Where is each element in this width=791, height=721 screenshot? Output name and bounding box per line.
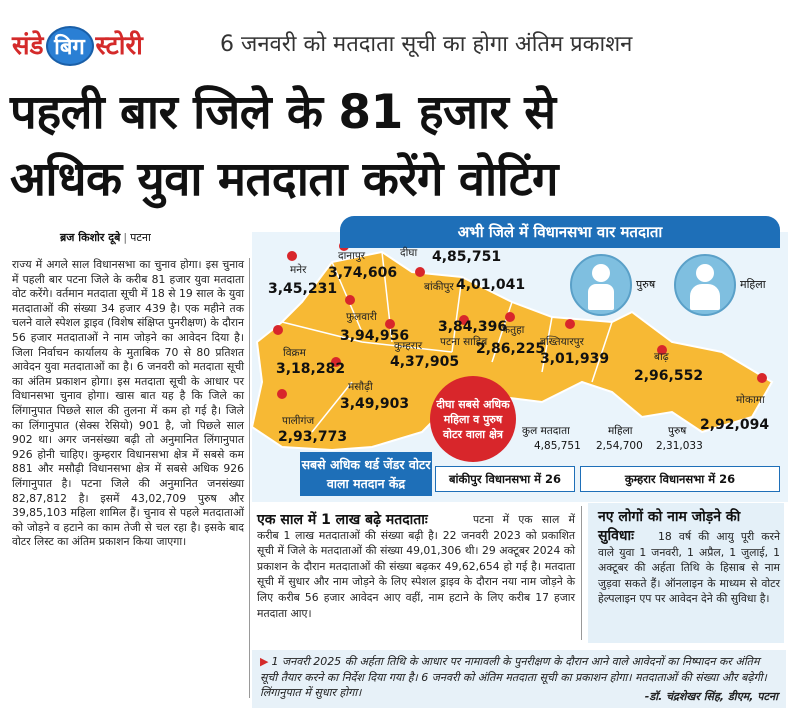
dm-quote-author: -डॉ. चंद्रशेखर सिंह, डीएम, पटना — [644, 690, 778, 704]
byline — [60, 230, 151, 245]
constituency-value: 3,84,396 — [438, 319, 508, 335]
left-article-body: राज्य में अगले साल विधानसभा का चुनाव होगा। इस चुनाव में पहली बार पटना जिले के करीब 81 हजार युवा मतदाता वोट करेंगे। वर्तमान मतदाता सूची में 18 से 19 साल के युवा मतदाताओं की संख्या 34 हजार 439 है। एक महीने तक चलने वाले स्पेशल ड्राइव (विशेष संक्षिप्त पुनरीक्षण) के दौरान 56 हजार मतदाताओं ने नाम जोड़ने का आवेदन दिया है। जिला निर्वाचन कार्यालय के मुताबिक 70 से 80 प्रतिशत आवेदन युवा मतदाताओं का है। 6 जनवरी को मतदाता सूची का अंतिम प्रकाशन होगा। इस मतदाता सूची के आधार पर विधानसभा चुनाव होगा। खास बात यह है कि जिले का लिंगानुपात पिछले साल की तुलना में कम हो गई है। जिले का लिंगानुपात (सेक्स रेसियो) 901 है, जो पिछले साल 902 था। अगर जनसंख्या बढ़ी तो अनुमानित लिंगानुपात 926 होनी चाहिए। कुम्हरार विधानसभा क्षेत्र में सबसे कम 881 और मसौढ़ी विधानसभा क्षेत्र में सबसे अधिक 926 लिंगानुपात है। पटना जिले की अनुमानित जनसंख्या 82,87,812 है। इसमें 43,02,709 पुरुष और 39,85,103 महिला शामिल हैं। चुनाव से पहले मतदाताओं को जोड़ने व हटाने का काम तेजी से चल रहा है। इसके बाद वोटर लिस्ट का अंतिम प्रकाशन किया जाएगा। — [12, 258, 244, 549]
constituency-value: 3,74,606 — [328, 265, 398, 281]
constituency-value: 3,45,231 — [268, 281, 338, 297]
brand-word-sunday: संडे — [12, 31, 44, 61]
constituency-value: 3,49,903 — [340, 396, 410, 412]
constituency-name: बाढ़ — [654, 351, 669, 363]
byline-author: ब्रज किशोर दूबे — [60, 231, 121, 244]
headline-line-1: पहली बार जिले के 81 हजार से — [10, 85, 556, 140]
constituency-name: मसौढ़ी — [348, 381, 373, 393]
right-box-body: 18 वर्ष की आयु पूरी करने वाले युवा 1 जनवरी, 1 अप्रैल, 1 जुलाई, 1 अक्टूबर की अर्हता तिथि के हिसाब से नाम जुड़वा सकते हैं। ऑनलाइन के माध्यम से वोटर हेल्पलाइन एप पर आवेदन देने की सुविधा है। — [598, 530, 780, 606]
quote-marker-icon: ▶ — [260, 655, 269, 668]
column-divider — [249, 258, 250, 698]
constituency-name: दीघा — [400, 247, 418, 259]
constituency-name: कुम्हरार — [394, 340, 423, 352]
constituency-name: पटना साहिब — [440, 336, 488, 348]
brand-word-story: स्टोरी — [95, 31, 143, 61]
digha-badge: दीघा सबसे अधिक महिला व पुरुष वोटर वाला क्षेत्र — [430, 376, 516, 462]
constituency-value: 2,96,552 — [634, 368, 704, 384]
female-voter-icon — [674, 254, 736, 316]
constituency-name: मोकामा — [736, 394, 765, 406]
constituency-value: 4,01,041 — [456, 277, 526, 293]
constituency-name: फुलवारी — [346, 311, 377, 323]
total-female-value: 2,54,700 — [596, 440, 643, 452]
constituency-value: 3,18,282 — [276, 361, 346, 377]
constituency-name: पालीगंज — [282, 415, 315, 427]
constituency-value: 2,93,773 — [278, 429, 348, 445]
right-box-title: नए लोगों को नाम जोड़ने की सुविधाः — [598, 509, 741, 544]
constituency-value: 3,94,956 — [340, 328, 410, 344]
total-voters-label: कुल मतदाता — [522, 425, 570, 437]
total-voters-value: 4,85,751 — [534, 440, 581, 452]
byline-separator: | — [123, 231, 128, 244]
total-female-label: महिला — [608, 425, 633, 437]
constituency-name: बांकीपुर — [424, 281, 454, 293]
constituency-value: 4,37,905 — [390, 354, 460, 370]
constituency-name: विक्रम — [283, 347, 306, 359]
constituency-name: फतुहा — [502, 324, 525, 336]
kicker-headline: 6 जनवरी को मतदाता सूची का होगा अंतिम प्रकाशन — [220, 32, 633, 57]
dm-quote-text: 1 जनवरी 2025 की अर्हता तिथि के आधार पर नामावली के पुनरीक्षण के दौरान आने वाले आवेदनों का निष्पादन कर अंतिम सूची तैयार करने का निर्देश दिया गया है। 6 जनवरी को अंतिम मतदाता सूची का प्रकाशन होगा। मतदाताओं की संख्या और बढ़ेगी। लिंगानुपात में सुधार होगा। — [260, 655, 767, 700]
brand-word-big: बिग — [46, 26, 94, 66]
male-label: पुरुष — [636, 278, 656, 291]
mid-article-title: एक साल में 1 लाख बढ़े मतदाताः — [257, 512, 428, 528]
third-gender-bankipur: बांकीपुर विधानसभा में 26 — [435, 466, 575, 492]
third-gender-kumhrar: कुम्हरार विधानसभा में 26 — [580, 466, 780, 492]
dm-quote-box — [252, 650, 786, 708]
mid-article-body: पटना में एक साल में करीब 1 लाख मतदाताओं की संख्या बढ़ी है। 22 जनवरी 2023 को प्रकाशित सूची में जिले के मतदाताओं की संख्या 49,01,306 थी। 29 अक्टूबर 2024 को प्रकाशन के दौरान मतदाताओं की संख्या बढ़कर 49,62,654 हो गई है। मतदाता सूची में सुधार और नाम जोड़ने के लिए स्पेशल ड्राइव के दौरान नया नाम जोड़ने के लिए करीब 56 हजार आवेदन आए वहीं, नाम हटाने के लिए करीब 17 हजार मतदाता आए। — [257, 513, 575, 620]
male-voter-icon — [570, 254, 632, 316]
constituency-value: 2,86,225 — [476, 341, 546, 357]
third-gender-title: सबसे अधिक थर्ड जेंडर वोटर वाला मतदान केंद्र — [300, 452, 432, 496]
total-male-label: पुरुष — [668, 425, 687, 437]
brand-logo — [12, 26, 143, 66]
constituency-value: 4,85,751 — [432, 249, 502, 265]
infographic-banner: अभी जिले में विधानसभा वार मतदाता — [340, 216, 780, 248]
total-male-value: 2,31,033 — [656, 440, 703, 452]
constituency-name: मनेर — [290, 264, 307, 276]
headline-line-2: अधिक युवा मतदाता करेंगे वोटिंग — [10, 152, 558, 207]
female-label: महिला — [740, 278, 766, 291]
constituency-name: दानापुर — [338, 250, 366, 262]
byline-location: पटना — [130, 231, 151, 244]
constituency-value: 3,01,939 — [540, 351, 610, 367]
constituency-value: 2,92,094 — [700, 417, 770, 433]
constituency-name: बख्तियारपुर — [540, 336, 584, 348]
mid-column-divider — [581, 506, 582, 640]
